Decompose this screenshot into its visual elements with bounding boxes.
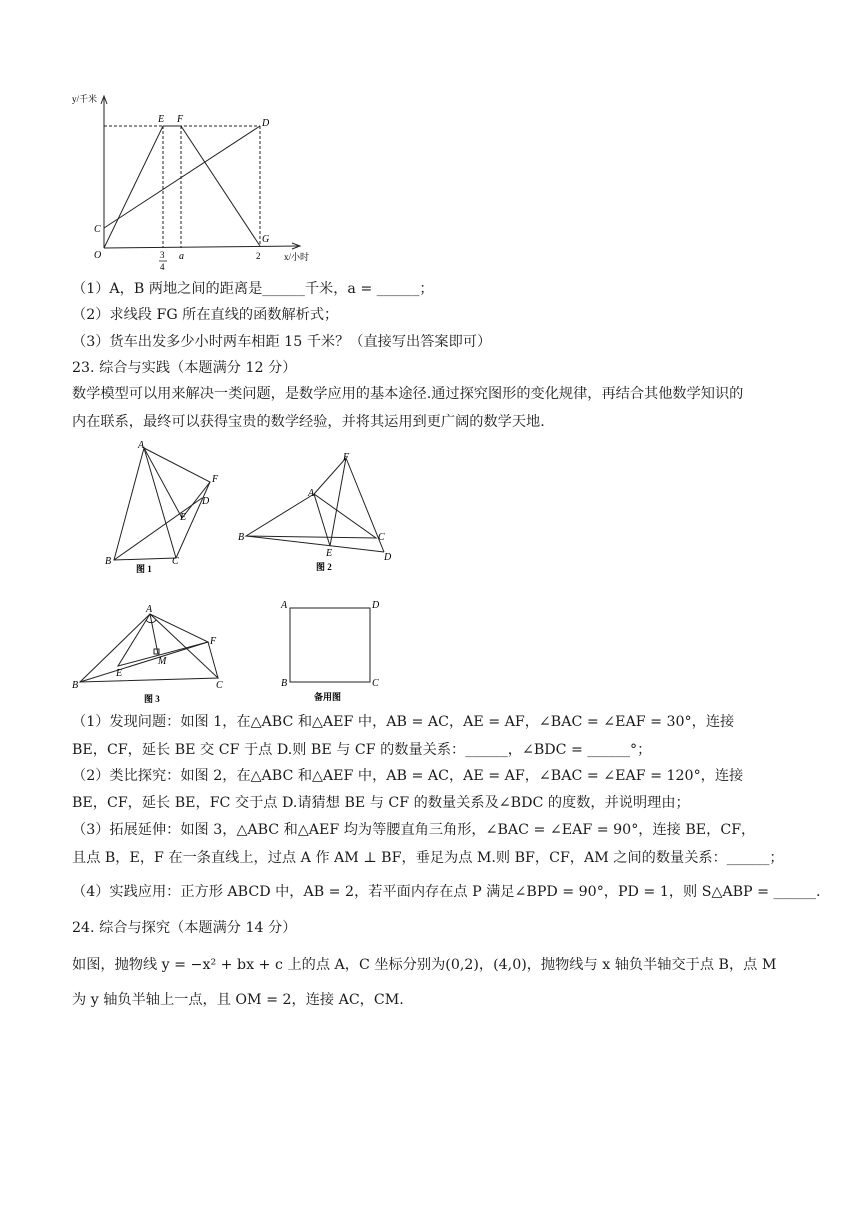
figure-3 <box>70 602 240 706</box>
distance-time-graph <box>60 88 320 270</box>
y-axis-label: y/千米 <box>72 94 98 104</box>
fig1-caption: 图 1 <box>136 564 152 574</box>
figure-backup-square <box>278 598 388 704</box>
square-label-C: C <box>372 678 379 689</box>
q23-part3-line1: （3）拓展延伸：如图 3，△ABC 和△AEF 均为等腰直角三角形，∠BAC = ∠EAF = 90°，连接 BE，CF， <box>72 822 756 838</box>
q23-intro-line1: 数学模型可以用来解决一类问题，是数学应用的基本途径.通过探究图形的变化规律，再结合其他数学知识的 <box>72 386 744 402</box>
q22-part3: （3）货车出发多少小时两车相距 15 千米？（直接写出答案即可） <box>72 334 492 350</box>
fig2-label-A: A <box>308 488 315 499</box>
q22-part1: （1）A，B 两地之间的距离是______千米，a = ______； <box>72 281 434 297</box>
q23-intro-line2: 内在联系，最终可以获得宝贵的数学经验，并将其运用到更广阔的数学天地. <box>72 414 545 430</box>
point-D-label: D <box>262 118 270 129</box>
point-E-label: E <box>158 114 165 125</box>
fig2-label-E: E <box>326 548 333 559</box>
q23-title: 23. 综合与实践（本题满分 12 分） <box>72 360 297 376</box>
fig2-caption: 图 2 <box>316 562 332 572</box>
x-axis-label: x/小时 <box>284 252 310 262</box>
q23-part1-line2: BE，CF，延长 BE 交 CF 于点 D.则 BE 与 CF 的数量关系：______，∠BDC = ______°； <box>72 742 652 758</box>
q23-part2-line2: BE，CF，延长 BE，FC 交于点 D.请猜想 BE 与 CF 的数量关系及∠BDC 的度数，并说明理由； <box>72 795 690 811</box>
point-C-label: C <box>94 224 101 235</box>
figure-2 <box>236 450 396 574</box>
point-G-label: G <box>262 234 270 245</box>
origin-label: O <box>94 250 102 261</box>
fig1-label-B: B <box>105 556 112 567</box>
point-F-label: F <box>177 114 184 125</box>
tick-frac-den: 4 <box>160 262 165 270</box>
tick-frac-num: 3 <box>160 250 165 260</box>
fig2-label-B: B <box>238 532 245 543</box>
q24-line1: 如图，抛物线 y = −x² + bx + c 上的点 A，C 坐标分别为(0,2)，(4,0)，抛物线与 x 轴负半轴交于点 B，点 M <box>72 957 777 973</box>
fig3-label-A: A <box>146 604 153 615</box>
fig3-label-M: M <box>158 656 167 667</box>
q23-part4: （4）实践应用：正方形 ABCD 中，AB = 2，若平面内存在点 P 满足∠BPD = 90°，PD = 1，则 S△ABP = ______. <box>72 884 821 900</box>
fig1-label-E: E <box>180 512 187 523</box>
q24-line2: 为 y 轴负半轴上一点，且 OM = 2，连接 AC，CM. <box>72 992 404 1008</box>
q23-part3-line2: 且点 B，E，F 在一条直线上，过点 A 作 AM ⊥ BF，垂足为点 M.则 BF，CF，AM 之间的数量关系：______； <box>72 850 784 866</box>
square-label-B: B <box>281 678 288 689</box>
fig2-label-D: D <box>384 552 392 563</box>
fig3-label-C: C <box>216 680 223 691</box>
fig2-label-F: F <box>343 452 350 463</box>
fig3-label-E: E <box>116 668 123 679</box>
q23-part2-line1: （2）类比探究：如图 2，在△ABC 和△AEF 中，AB = AC，AE = AF，∠BAC = ∠EAF = 120°，连接 <box>72 768 744 784</box>
fig1-label-C: C <box>172 556 179 567</box>
fig3-caption: 图 3 <box>144 694 160 704</box>
square-label-A: A <box>281 600 288 611</box>
fig3-label-F: F <box>210 636 217 647</box>
fig1-label-D: D <box>202 496 210 507</box>
tick-a: a <box>179 251 184 262</box>
q24-title: 24. 综合与探究（本题满分 14 分） <box>72 920 297 936</box>
fig1-label-A: A <box>138 440 145 451</box>
fig1-label-F: F <box>212 474 219 485</box>
backup-figure-caption: 备用图 <box>314 692 342 702</box>
square-label-D: D <box>372 600 380 611</box>
fig3-label-B: B <box>72 680 79 691</box>
tick-2: 2 <box>256 251 261 261</box>
q23-part1-line1: （1）发现问题：如图 1，在△ABC 和△AEF 中，AB = AC，AE = AF，∠BAC = ∠EAF = 30°，连接 <box>72 714 735 730</box>
q22-part2: （2）求线段 FG 所在直线的函数解析式； <box>72 307 339 323</box>
fig2-label-C: C <box>378 532 385 543</box>
figure-1 <box>100 438 230 574</box>
